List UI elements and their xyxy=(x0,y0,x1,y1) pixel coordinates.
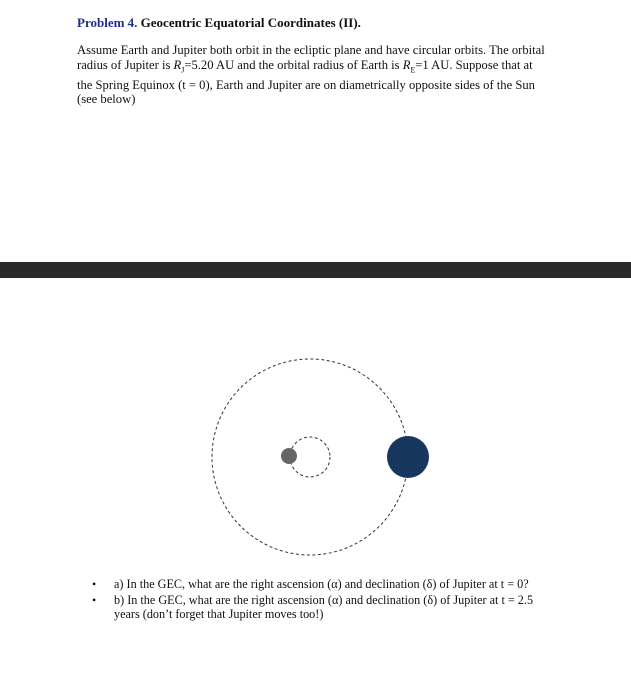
orbit-diagram xyxy=(200,350,440,565)
document-page-top xyxy=(0,0,631,262)
problem-number: Problem 4. xyxy=(77,15,138,30)
statement-line-4: (see below) xyxy=(77,92,136,107)
problem-title: Geocentric Equatorial Coordinates (II). xyxy=(140,15,361,30)
jupiter-radius-symbol: R xyxy=(173,57,182,72)
jupiter-orbit xyxy=(212,359,408,555)
question-b-text-line-1: b) In the GEC, what are the right ascension (α) and declination (δ) of Jupiter at t = 2.5 xyxy=(114,592,534,607)
statement-line-3: the Spring Equinox (t = 0), Earth and Jupiter are on diametrically opposite sides of the Sun xyxy=(77,77,535,92)
question-a-text: a) In the GEC, what are the right ascension (α) and declination (δ) of Jupiter at t = 0? xyxy=(114,577,529,591)
bullet-b: • xyxy=(92,592,97,607)
page-break-bar xyxy=(0,262,631,278)
jupiter-marker xyxy=(387,436,429,478)
question-list xyxy=(92,577,562,623)
question-b-text-line-2: years (don’t forget that Jupiter moves too!) xyxy=(114,607,324,622)
bullet-a: • xyxy=(92,577,97,591)
problem-statement xyxy=(77,43,557,107)
question-a xyxy=(92,577,562,592)
earth-radius-symbol: R xyxy=(402,57,411,72)
statement-line-1: Assume Earth and Jupiter both orbit in the ecliptic plane and have circular orbits. The orbital xyxy=(77,43,545,57)
problem-heading xyxy=(77,14,361,31)
question-b xyxy=(92,593,562,622)
earth-marker xyxy=(281,448,297,464)
statement-line-2: radius of Jupiter is $R_J=5.20$ AU and the orbital radius of Earth is $R_E=1$ AU. Suppose that at xyxy=(77,57,533,75)
